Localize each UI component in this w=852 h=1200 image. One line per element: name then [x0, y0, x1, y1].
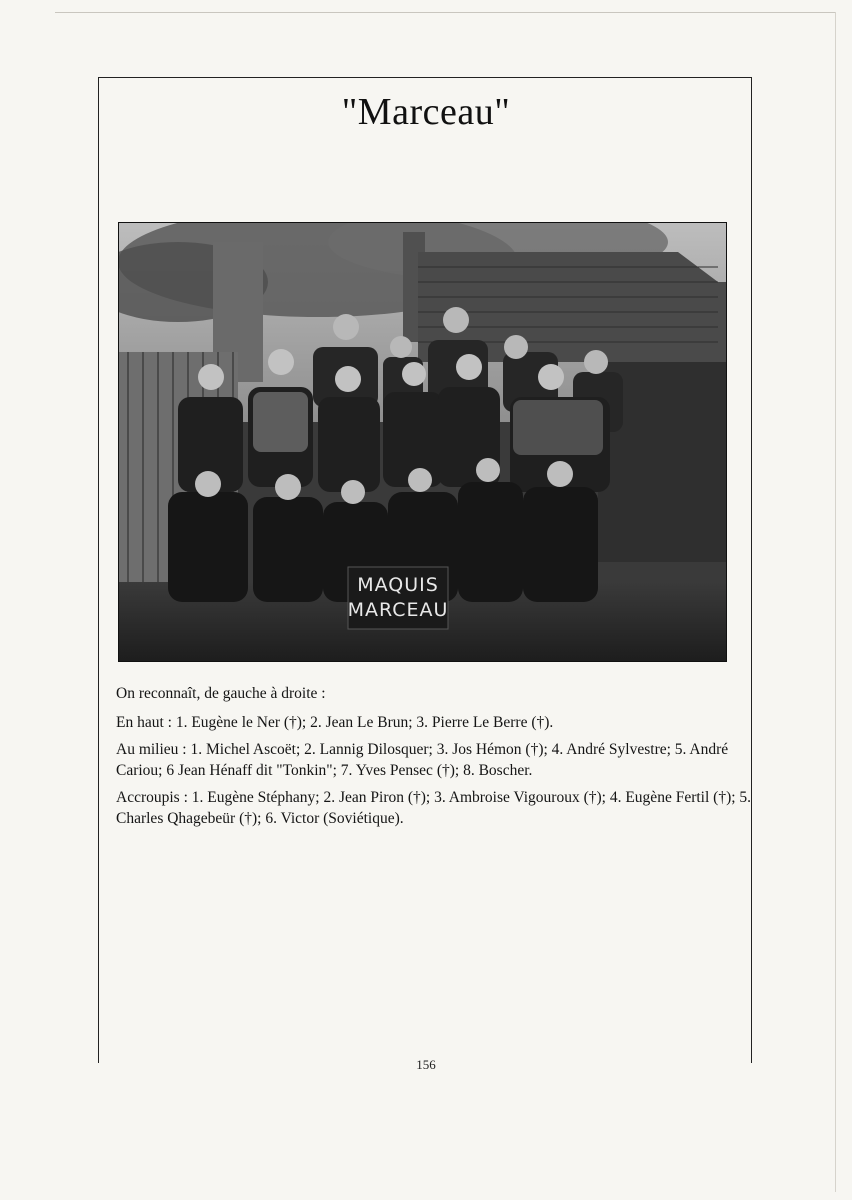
- page-number: 156: [416, 1057, 436, 1072]
- sign-line-1: MAQUIS: [357, 574, 439, 596]
- page-title: "Marceau": [341, 91, 511, 133]
- caption-row-middle: Au milieu : 1. Michel Ascoët; 2. Lannig Dilosquer; 3. Jos Hémon (†); 4. André Sylvestre; 5. André Cariou; 6 Jean Hénaff dit "Tonkin"; 7. Yves Pensec (†); 8. Boscher.: [116, 741, 729, 779]
- caption-row-top: En haut : 1. Eugène le Ner (†); 2. Jean Le Brun; 3. Pierre Le Berre (†).: [116, 714, 554, 731]
- sign-line-2: MARCEAU: [347, 599, 449, 621]
- caption-intro: On reconnaît, de gauche à droite :: [116, 685, 326, 702]
- group-photo: [118, 222, 727, 662]
- scan-edge-top: [55, 12, 835, 13]
- photo-caption: [116, 683, 756, 835]
- scan-edge-right: [835, 12, 836, 1192]
- caption-row-crouching: Accroupis : 1. Eugène Stéphany; 2. Jean Piron (†); 3. Ambroise Vigouroux (†); 4. Eugène Fertil (†); 5. Charles Qhagebeür (†); 6. Victor (Soviétique).: [116, 789, 752, 827]
